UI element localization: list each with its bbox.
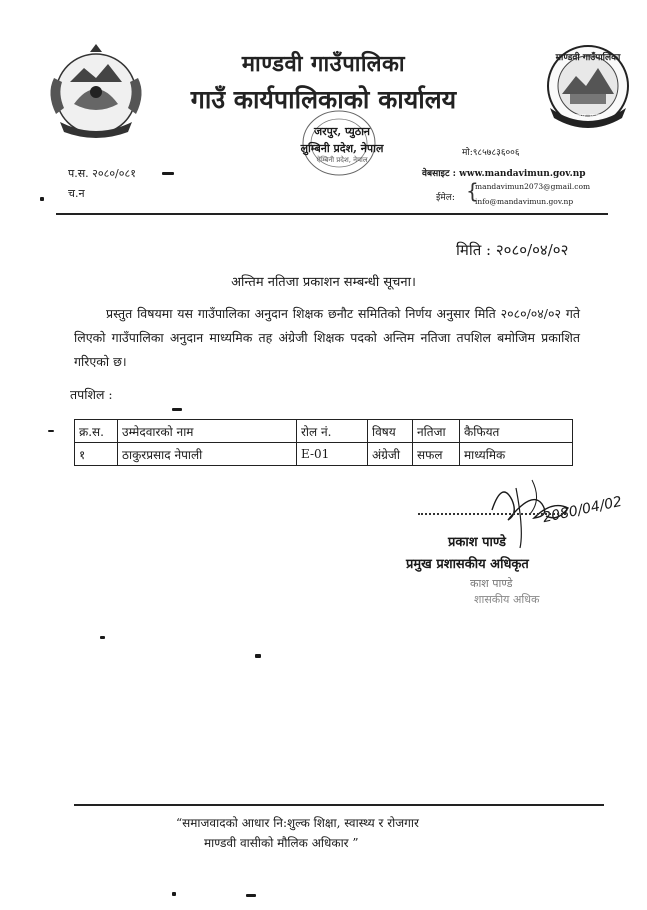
table-header-row <box>75 420 573 443</box>
faded-stamp-name: काश पाण्डे <box>470 577 513 590</box>
signatory-name: प्रकाश पाण्डे <box>448 535 506 550</box>
notice-paragraph-text: प्रस्तुत विषयमा यस गाउँपालिका अनुदान शिक्षक छनौट समितिको निर्णय अनुसार मिति २०८०/०४/०२ गते लिएको गाउँपालिका अनुदान माध्यमिक तह अंग्रेजी शिक्षक पदको अन्तिम नतिजा तपशिल बमोजिम प्रकाशित गरिएको छ। <box>74 306 580 369</box>
signatory-designation: प्रमुख प्रशासकीय अधिकृत <box>406 557 529 572</box>
scan-speck <box>172 892 176 896</box>
table-cell: १ <box>75 443 118 466</box>
header-cell: कैफियत <box>460 420 573 443</box>
website: वेबसाइट : www.mandavimun.gov.np <box>422 169 586 179</box>
signature-line <box>418 513 566 515</box>
phone-number: मो:९८५७८३६००६ <box>462 148 520 158</box>
notice-paragraph <box>74 302 580 374</box>
email-label: ईमेल: <box>436 193 455 203</box>
header-cell: विषय <box>368 420 413 443</box>
scan-speck <box>48 430 54 432</box>
address-line-1: जरपुर, प्युठान <box>313 125 371 138</box>
email-1: mandavimun2073@gmail.com <box>475 182 591 191</box>
table-cell: सफल <box>413 443 460 466</box>
table-cell: E-01 <box>297 443 368 466</box>
org-name: माण्डवी गाउँपालिका <box>241 52 406 77</box>
brace-icon: { <box>466 179 479 203</box>
header-cell: क्र.स. <box>75 420 118 443</box>
scan-speck <box>100 636 105 639</box>
table-cell: अंग्रेजी <box>368 443 413 466</box>
scan-speck <box>172 408 182 411</box>
handwritten-date: 2080/04/02 <box>541 493 624 527</box>
details-label: तपशिल : <box>70 387 113 402</box>
table-cell: माध्यमिक <box>460 443 573 466</box>
scan-speck <box>255 654 261 658</box>
footer-divider <box>74 804 604 806</box>
footer-slogan-line-2: माण्डवी वासीको मौलिक अधिकार ” <box>204 836 359 850</box>
municipality-logo-subtext: जरपुर, प्युठान <box>572 113 604 120</box>
scan-speck <box>162 172 174 175</box>
header-cell: रोल नं. <box>297 420 368 443</box>
footer-slogan-line-1: “समाजवादको आधार नि:शुल्क शिक्षा, स्वास्थ्य र रोजगार <box>176 816 419 830</box>
result-table <box>74 419 573 466</box>
email-2: info@mandavimun.gov.np <box>475 197 574 206</box>
header-cell: उम्मेदवारको नाम <box>118 420 297 443</box>
reference-number: प.स. २०८०/०८१ <box>68 167 136 180</box>
municipality-logo-text: माण्डवी गाउँपालिका <box>555 53 621 63</box>
address-line-3: ऐम्बिनी प्रदेश, नेपाल <box>316 156 368 164</box>
office-name: गाउँ कार्यपालिकाको कार्यालय <box>190 85 457 114</box>
dispatch-number: च.न <box>68 187 85 200</box>
notice-date: मिति : २०८०/०४/०२ <box>456 241 569 259</box>
scan-speck <box>246 894 256 897</box>
header-divider <box>56 213 608 215</box>
faded-stamp-designation: शासकीय अधिक <box>474 593 540 606</box>
table-row <box>75 443 573 466</box>
address-line-2: लुम्बिनी प्रदेश, नेपाल <box>300 142 384 155</box>
notice-title: अन्तिम नतिजा प्रकाशन सम्बन्धी सूचना। <box>231 275 416 290</box>
scan-speck <box>40 197 44 201</box>
header-cell: नतिजा <box>413 420 460 443</box>
table-cell: ठाकुरप्रसाद नेपाली <box>118 443 297 466</box>
